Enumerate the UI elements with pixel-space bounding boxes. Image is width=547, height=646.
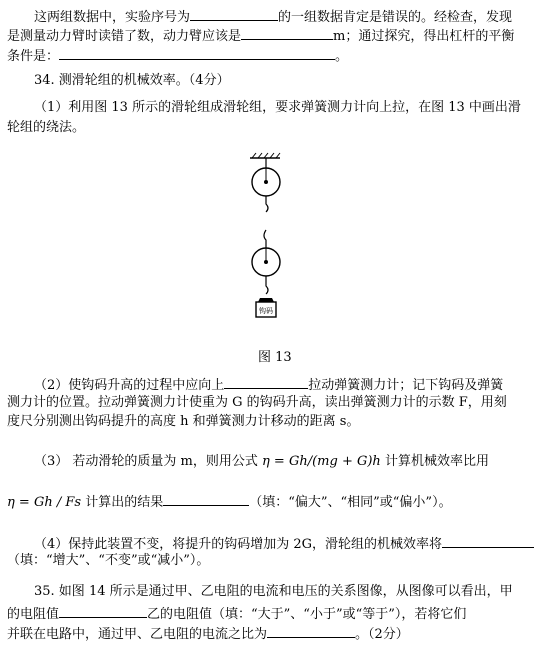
text-line: （1）利用图 13 所示的滑轮组成滑轮组，要求弹簧测力计向上拉，在图 13 中画出滑 — [34, 100, 521, 115]
text-line: 测力计的位置。拉动弹簧测力计使重为 G 的钩码升高，读出弹簧测力计的示数 F，用刻 — [7, 395, 507, 410]
answer-blank[interactable] — [190, 7, 278, 21]
text-line: 轮组的绕法。 — [7, 120, 86, 135]
text: 这两组数据中，实验序号为 — [34, 10, 191, 25]
text-line — [7, 46, 348, 65]
text: 是测量动力臂时读错了数，动力臂应该是 — [7, 29, 242, 44]
ceiling-mount — [250, 153, 280, 168]
text-line — [7, 26, 514, 45]
text: 拉动弹簧测力计；记下钩码及弹簧 — [308, 378, 504, 393]
answer-blank[interactable] — [163, 492, 249, 506]
formula: η = Gh/(mg + G)h — [262, 454, 381, 469]
text: 并联在电路中，通过甲、乙电阻的电流之比为 — [7, 627, 268, 642]
text-line: 度尺分别测出钩码提升的高度 h 和弹簧测力计移动的距离 s。 — [7, 414, 360, 429]
answer-blank[interactable] — [442, 534, 534, 548]
text-line: 35. 如图 14 所示是通过甲、乙电阻的电流和电压的关系图像，从图像可以看出，甲 — [34, 584, 513, 599]
answer-blank[interactable] — [59, 46, 335, 60]
text-line — [34, 534, 534, 553]
text: 计算出的结果 — [85, 495, 164, 510]
text: 。（2分） — [355, 627, 409, 642]
text-line: （填：“增大”、“不变”或“减小”）。 — [7, 553, 210, 568]
text: 乙的电阻值（填：“大于”、“小于”或“等于”），若将它们 — [147, 607, 467, 622]
text: 的电阻值 — [7, 607, 60, 622]
weight-label: 钩码 — [259, 307, 273, 315]
text: （3） 若动滑轮的质量为 m，则用公式 — [34, 454, 258, 469]
text: 计算机械效率比用 — [384, 454, 489, 469]
text: （填：“偏大”、“相同”或“偏小”）。 — [249, 495, 452, 510]
formula: η = Gh / Fs — [7, 495, 82, 510]
text: （4）保持此装置不变，将提升的钩码增加为 2G，滑轮组的机械效率将 — [34, 537, 443, 552]
text-line — [34, 375, 503, 394]
figure-caption: 图 13 — [258, 350, 292, 365]
answer-blank[interactable] — [241, 26, 333, 40]
text: 的一组数据肯定是错误的。经检查，发现 — [278, 10, 513, 25]
text-line — [7, 624, 409, 643]
answer-blank[interactable] — [59, 604, 147, 618]
text-line — [7, 604, 466, 623]
text: m；通过探究，得出杠杆的平衡 — [333, 29, 515, 44]
text-line — [34, 454, 489, 470]
answer-blank[interactable] — [267, 624, 355, 638]
pulley-figure — [236, 152, 296, 342]
text: （2）使钩码升高的过程中应向上 — [34, 378, 225, 393]
text: 。 — [335, 49, 349, 64]
text-line — [7, 492, 452, 511]
movable-pulley — [252, 230, 280, 294]
weight-block — [256, 298, 276, 317]
fixed-pulley — [252, 168, 280, 212]
answer-blank[interactable] — [224, 375, 308, 389]
text: 条件是： — [7, 49, 60, 64]
question-title: 34. 测滑轮组的机械效率。（4分） — [34, 73, 230, 88]
text-line — [34, 7, 512, 26]
